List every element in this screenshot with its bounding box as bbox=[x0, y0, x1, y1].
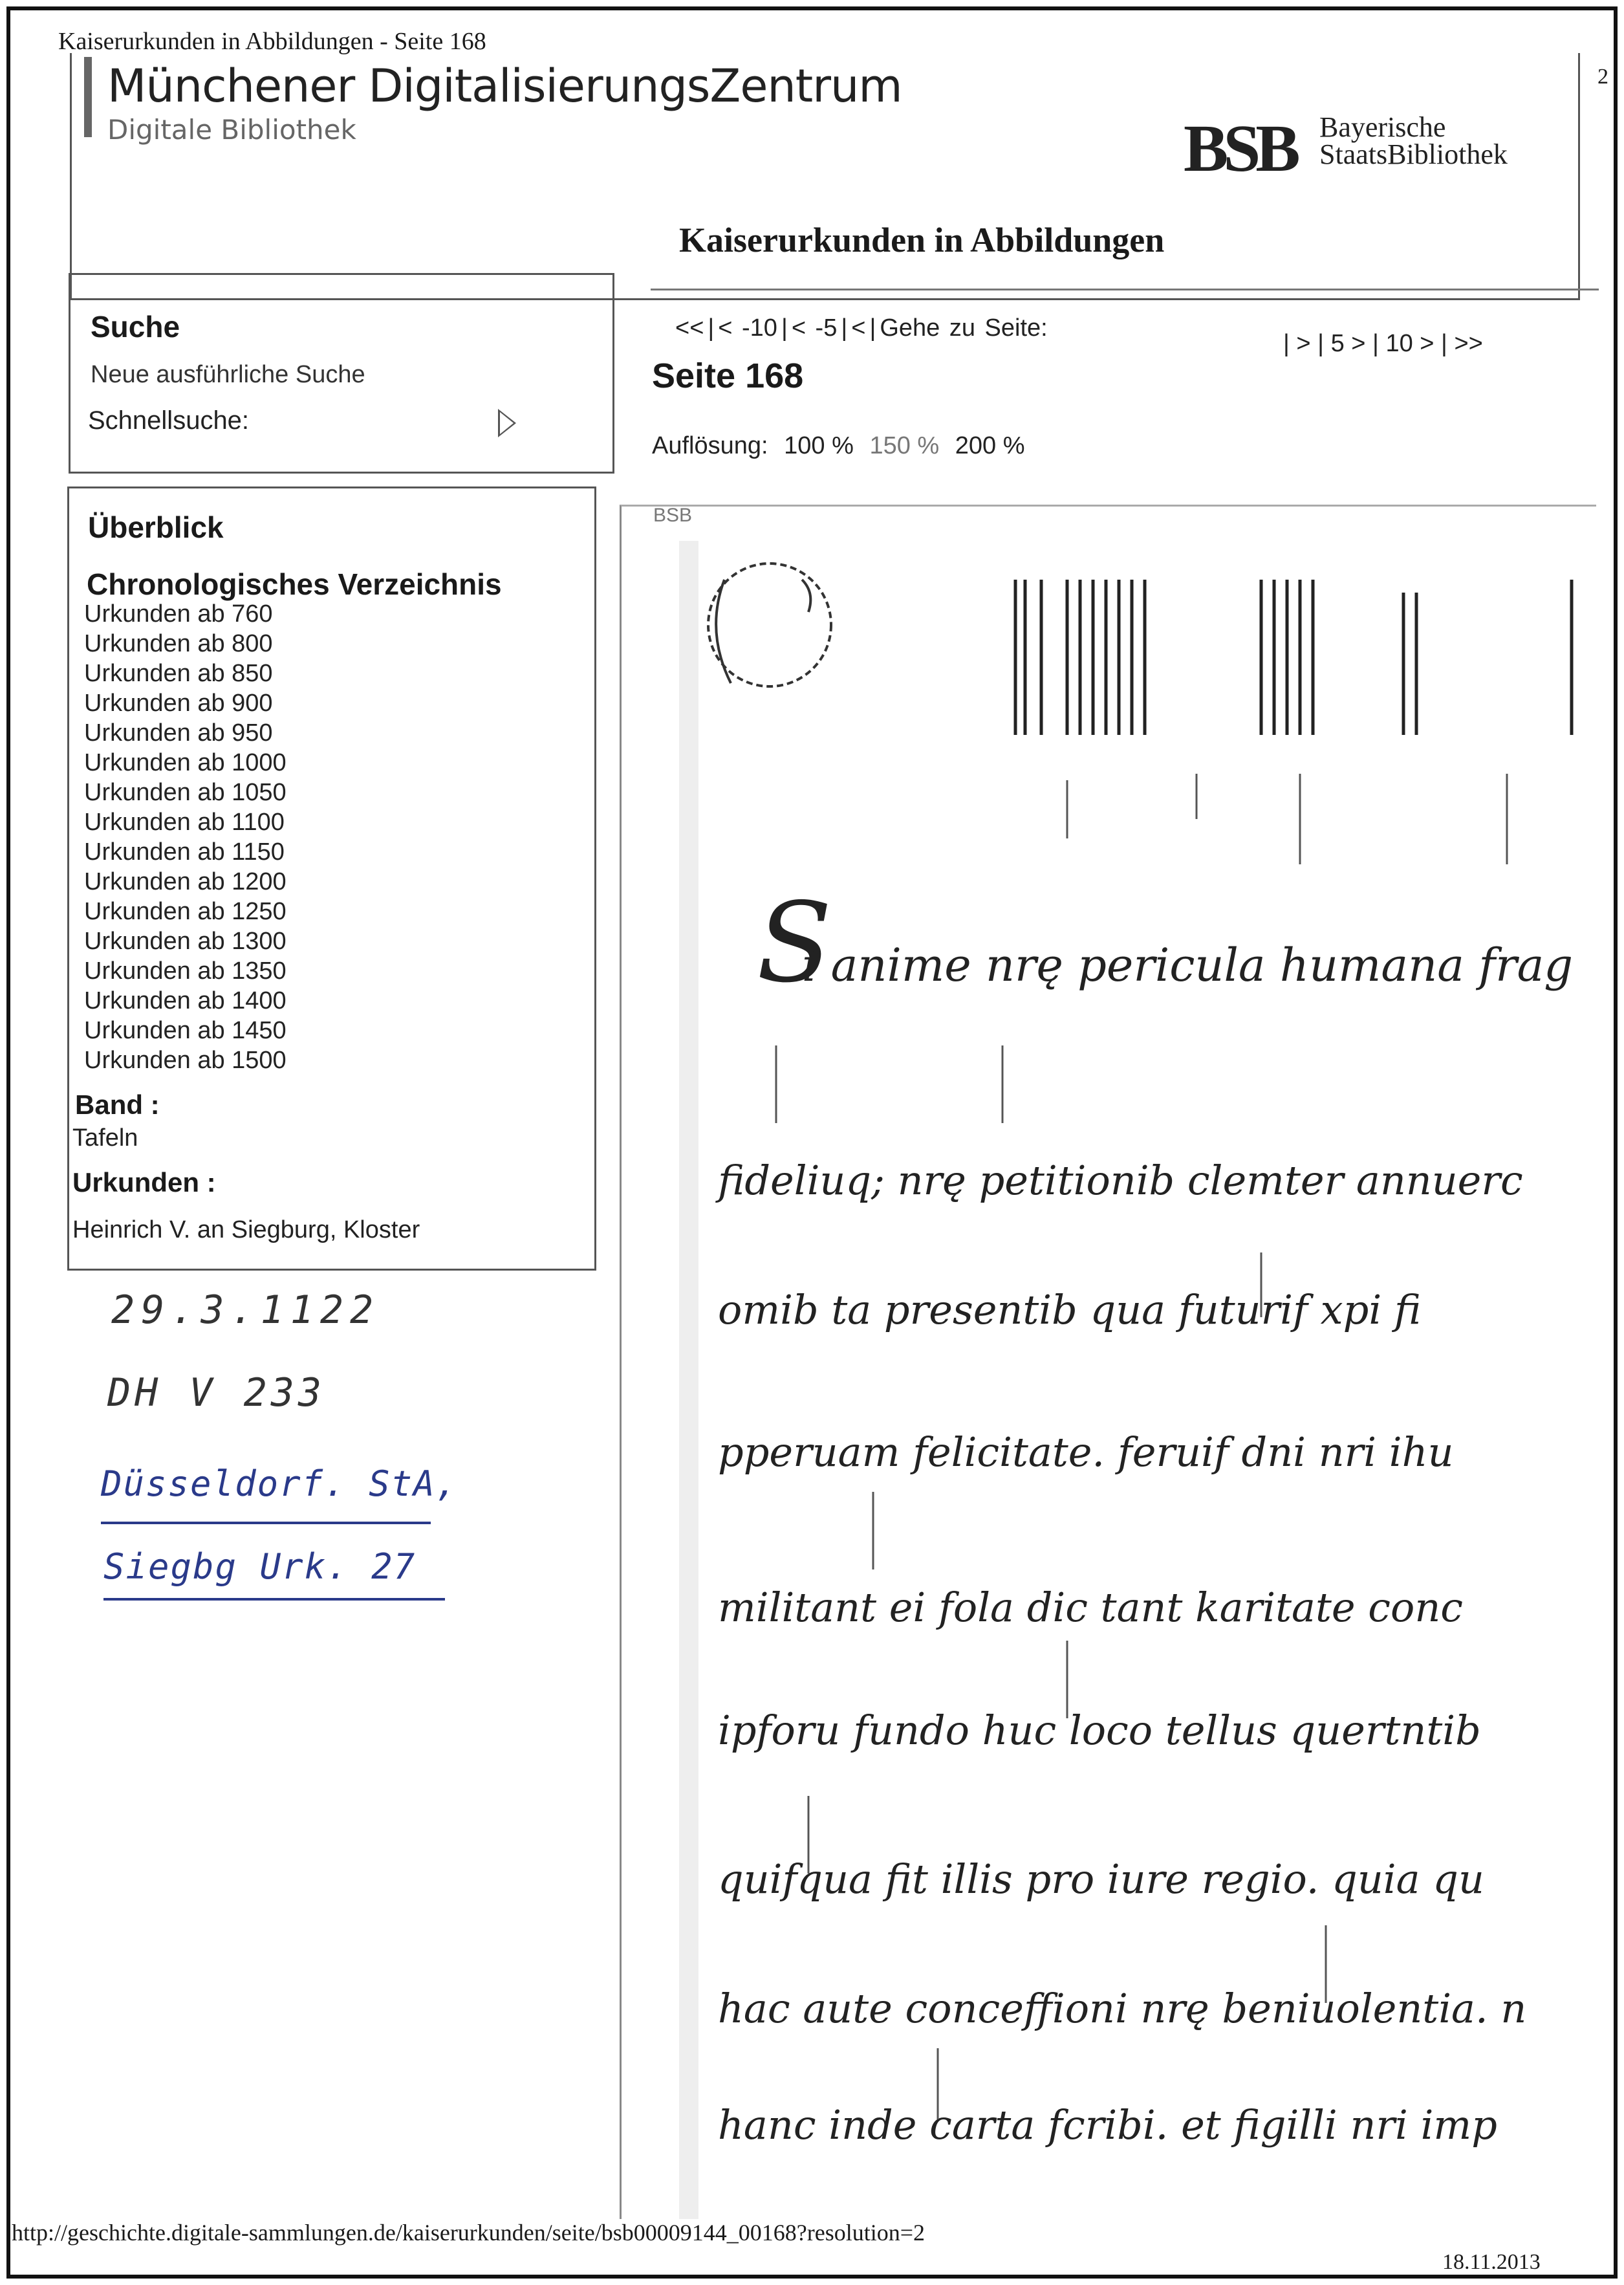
chronological-list-item[interactable]: Urkunden ab 1250 bbox=[84, 898, 287, 925]
quick-search-label: Schnellsuche: bbox=[88, 406, 250, 435]
print-footer-date: 18.11.2013 bbox=[1442, 2250, 1541, 2274]
chronological-list-item[interactable]: Urkunden ab 1450 bbox=[84, 1017, 287, 1044]
page-title: Seite 168 bbox=[652, 356, 804, 395]
svg-text:ipforu fundo huc loco tellus q: ipforu fundo huc loco tellus quertntib bbox=[718, 1707, 1481, 1754]
chronological-list bbox=[84, 599, 287, 1075]
chronological-list-item[interactable]: Urkunden ab 1400 bbox=[84, 987, 287, 1014]
nav-separator: | bbox=[841, 314, 848, 342]
chronological-list-item[interactable]: Urkunden ab 1350 bbox=[84, 957, 287, 985]
print-footer-url: http://geschichte.digitale-sammlungen.de/kaiserurkunden/seite/bsb00009144_00168?resolution=2 bbox=[12, 2220, 926, 2246]
resolution-selector bbox=[652, 432, 1025, 460]
viewer-watermark: BSB bbox=[653, 505, 693, 526]
chronological-list-item[interactable]: Urkunden ab 1200 bbox=[84, 868, 287, 895]
chronological-list-item[interactable]: Urkunden ab 1100 bbox=[84, 809, 285, 836]
chronological-list-item[interactable]: Urkunden ab 1000 bbox=[84, 749, 287, 776]
resolution-150[interactable]: 150 % bbox=[869, 432, 940, 459]
svg-text:S: S bbox=[757, 879, 832, 1007]
nav-item[interactable]: < bbox=[851, 314, 866, 342]
handwritten-archive-line2: Siegbg Urk. 27 bbox=[103, 1546, 417, 1587]
nav-item[interactable]: Gehe zu Seite: bbox=[880, 314, 1048, 342]
svg-text:pperuam felicitate. feruif dni: pperuam felicitate. feruif dni nri ihu bbox=[718, 1428, 1454, 1476]
chronological-heading: Chronologisches Verzeichnis bbox=[87, 567, 502, 601]
handwritten-reference: DH V 233 bbox=[107, 1370, 325, 1416]
chronological-list-item[interactable]: Urkunden ab 1500 bbox=[84, 1047, 287, 1074]
svg-text:fideliuq; nrę petitionib clemt: fideliuq; nrę petitionib clemter annuerc bbox=[718, 1157, 1523, 1204]
chronological-list-item[interactable]: Urkunden ab 1300 bbox=[84, 928, 287, 955]
nav-item[interactable]: < -5 bbox=[791, 314, 838, 342]
bsb-name bbox=[1319, 111, 1508, 170]
svg-text:omib ta presentib qua futurif: omib ta presentib qua futurif xpi fi bbox=[718, 1286, 1422, 1333]
chronological-list-item[interactable]: Urkunden ab 850 bbox=[84, 660, 273, 687]
svg-text:hanc inde carta fcribi. et fig: hanc inde carta fcribi. et figilli nri imp bbox=[718, 2101, 1497, 2148]
overview-heading: Überblick bbox=[88, 510, 224, 544]
handwritten-date: 29.3.1122 bbox=[111, 1287, 380, 1333]
handwritten-archive-line1: Düsseldorf. StA, bbox=[101, 1463, 459, 1504]
mdz-subtitle: Digitale Bibliothek bbox=[107, 114, 356, 146]
resolution-200[interactable]: 200 % bbox=[955, 432, 1025, 459]
band-value[interactable]: Tafeln bbox=[72, 1124, 138, 1152]
bsb-name-line1: Bayerische bbox=[1319, 111, 1446, 143]
nav-item[interactable]: < -10 bbox=[718, 314, 777, 342]
bsb-name-line2: StaatsBibliothek bbox=[1319, 138, 1508, 170]
urkunden-heading: Urkunden : bbox=[72, 1167, 216, 1197]
quick-search-go-icon[interactable] bbox=[498, 409, 516, 437]
page-navigation bbox=[675, 314, 1052, 342]
handwritten-underline-1 bbox=[101, 1522, 431, 1524]
print-header: Kaiserurkunden in Abbildungen - Seite 168 bbox=[58, 28, 486, 55]
nav-item[interactable]: << bbox=[675, 314, 704, 342]
charter-scan-image bbox=[679, 541, 1597, 2219]
site-title: Kaiserurkunden in Abbildungen bbox=[679, 221, 1165, 259]
band-heading: Band : bbox=[75, 1089, 160, 1120]
mdz-title[interactable]: Münchener DigitalisierungsZentrum bbox=[107, 60, 902, 113]
chronological-list-item[interactable]: Urkunden ab 950 bbox=[84, 719, 273, 747]
svg-text:hac aute conceffioni nrę beniu: hac aute conceffioni nrę beniuolentia. n bbox=[718, 1985, 1527, 2032]
nav-separator: | bbox=[708, 314, 715, 342]
chronological-list-item[interactable]: Urkunden ab 760 bbox=[84, 600, 273, 628]
svg-text:i anime nrę pericula humana fr: i anime nrę pericula humana frag bbox=[802, 939, 1574, 992]
chronological-list-item[interactable]: Urkunden ab 900 bbox=[84, 690, 273, 717]
chronological-list-item[interactable]: Urkunden ab 800 bbox=[84, 630, 273, 657]
bsb-logo[interactable]: BSB bbox=[1184, 111, 1295, 186]
advanced-search-link[interactable]: Neue ausführliche Suche bbox=[91, 361, 365, 388]
handwritten-underline-2 bbox=[103, 1598, 445, 1601]
urkunden-value[interactable]: Heinrich V. an Siegburg, Kloster bbox=[72, 1216, 420, 1243]
chronological-list-item[interactable]: Urkunden ab 1050 bbox=[84, 779, 287, 806]
nav-separator: | bbox=[781, 314, 788, 342]
nav-divider bbox=[651, 289, 1599, 290]
print-page-number: 2 bbox=[1597, 65, 1608, 89]
resolution-label: Auflösung: bbox=[652, 432, 768, 459]
page-navigation-next[interactable]: | > | 5 > | 10 > | >> bbox=[1283, 330, 1483, 357]
nav-separator: | bbox=[869, 314, 876, 342]
resolution-100[interactable]: 100 % bbox=[784, 432, 854, 459]
search-heading: Suche bbox=[91, 310, 180, 344]
svg-text:quifqua fit illis pro iure reg: quifqua fit illis pro iure regio. quia qu bbox=[718, 1855, 1484, 1903]
chronological-list-item[interactable]: Urkunden ab 1150 bbox=[84, 838, 285, 866]
svg-text:militant ei fola dic tant kari: militant ei fola dic tant karitate conc bbox=[718, 1584, 1463, 1631]
mdz-logo-bar bbox=[84, 57, 92, 137]
